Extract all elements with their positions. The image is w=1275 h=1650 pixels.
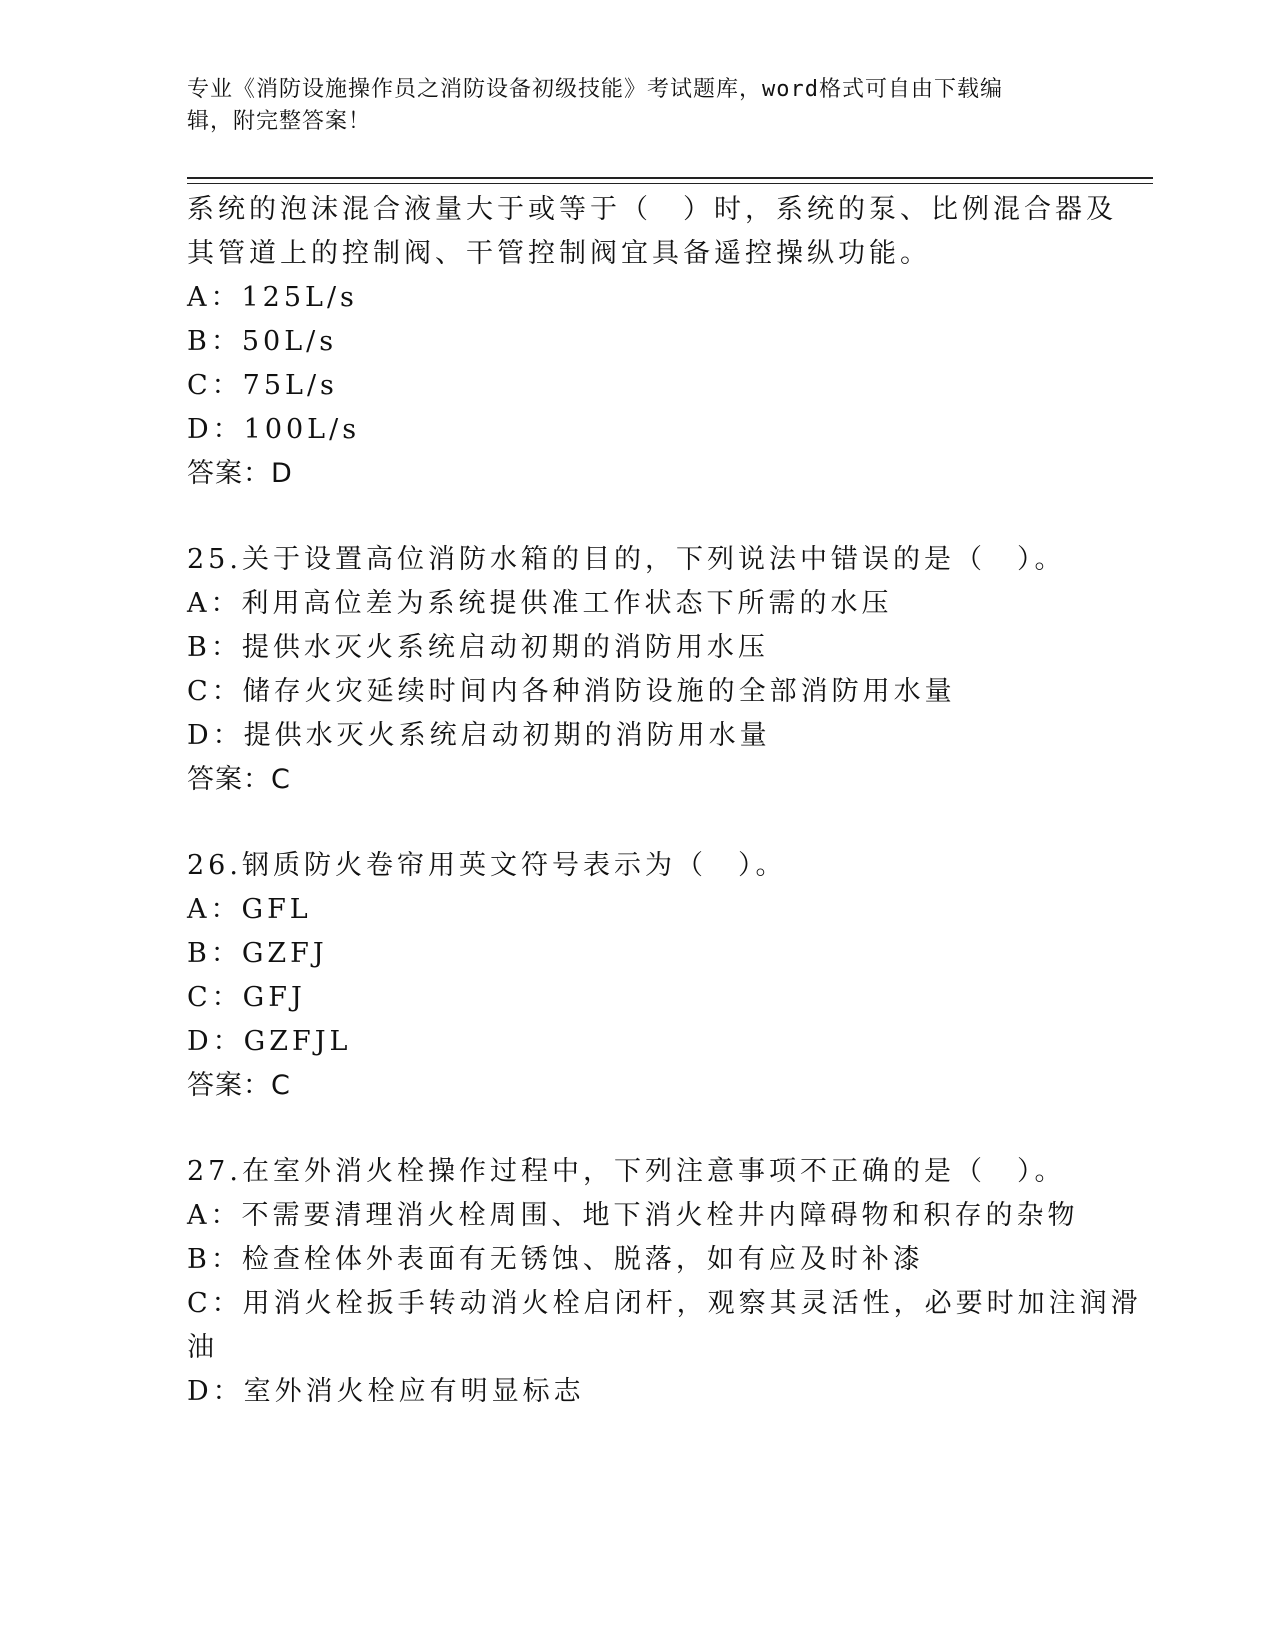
option-b: B：提供水灭火系统启动初期的消防用水压	[187, 632, 769, 663]
option-c: C：用消火栓扳手转动消火栓启闭杆，观察其灵活性，必要时加注润滑	[187, 1288, 1142, 1319]
header-divider-thin	[187, 183, 1153, 184]
question-stem: 26.钢质防火卷帘用英文符号表示为（ ）。	[187, 850, 787, 881]
option-a: A：125L/s	[187, 282, 358, 313]
question-25	[187, 538, 1087, 802]
question-27	[187, 1150, 1142, 1414]
answer-line: 答案：D	[187, 458, 293, 489]
option-a: A：GFL	[187, 894, 312, 925]
option-b: B：50L/s	[187, 326, 338, 357]
option-b: B：检查栓体外表面有无锈蚀、脱落，如有应及时补漆	[187, 1244, 924, 1275]
answer-line: 答案：C	[187, 1070, 291, 1101]
document-header	[187, 74, 1067, 138]
option-c: C：GFJ	[187, 982, 306, 1013]
question-stem-line: 系统的泡沫混合液量大于或等于（ ）时，系统的泵、比例混合器及	[187, 194, 1117, 225]
option-d: D：提供水灭火系统启动初期的消防用水量	[187, 720, 771, 751]
question-list	[187, 188, 1142, 1414]
header-line-2: 辑，附完整答案！	[187, 109, 372, 134]
option-d: D：GZFJL	[187, 1026, 352, 1057]
header-line-1: 专业《消防设施操作员之消防设备初级技能》考试题库，word格式可自由下载编	[187, 77, 1003, 102]
header-divider-thick	[187, 177, 1153, 179]
option-d: D：室外消火栓应有明显标志	[187, 1376, 585, 1407]
option-d: D：100L/s	[187, 414, 361, 445]
question-24	[187, 188, 1117, 496]
spacer	[187, 802, 1087, 844]
option-a: A：不需要清理消火栓周围、地下消火栓井内障碍物和积存的杂物	[187, 1200, 1079, 1231]
option-c: C：储存火灾延续时间内各种消防设施的全部消防用水量	[187, 676, 956, 707]
option-c-continuation: 油	[187, 1332, 218, 1363]
option-a: A：利用高位差为系统提供准工作状态下所需的水压	[187, 588, 893, 619]
question-26	[187, 844, 1087, 1108]
answer-line: 答案：C	[187, 764, 291, 795]
option-c: C：75L/s	[187, 370, 338, 401]
spacer	[187, 1108, 1087, 1150]
spacer	[187, 496, 1087, 538]
question-stem: 25.关于设置高位消防水箱的目的，下列说法中错误的是（ ）。	[187, 544, 1066, 575]
question-stem: 27.在室外消火栓操作过程中，下列注意事项不正确的是（ ）。	[187, 1156, 1066, 1187]
question-stem-line: 其管道上的控制阀、干管控制阀宜具备遥控操纵功能。	[187, 238, 931, 269]
option-b: B：GZFJ	[187, 938, 328, 969]
